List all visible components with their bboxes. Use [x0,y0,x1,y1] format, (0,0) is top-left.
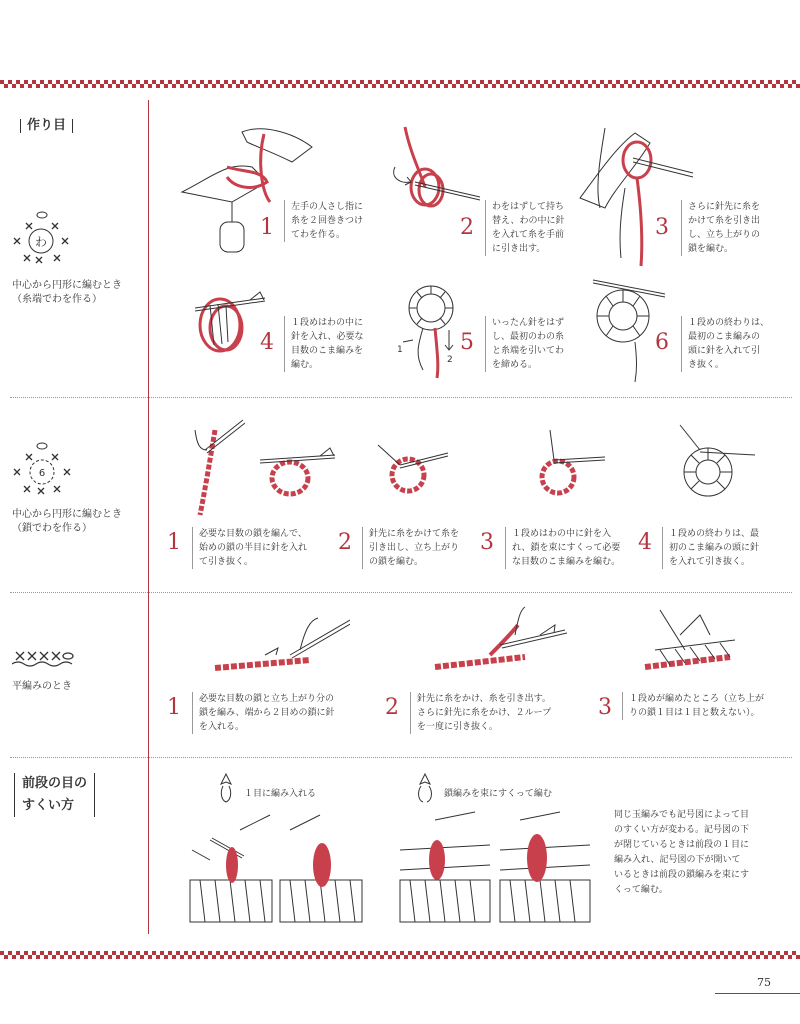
chain-step-3-illustration [520,425,610,505]
section-divider [10,592,792,593]
note-text: 同じ玉編みでも記号図によって目 のすくい方が変わる。記号図の下 が閉じているときは前段の１目に 編み入れ、記号図の下が開いて いるときは前段の鎖編みを束にす くって編む。 [614,810,750,895]
side-label-flat: 平編みのとき [12,681,72,692]
chain-step-4-illustration [670,420,760,510]
single-stitch-illustration [180,810,370,930]
step-6-illustration [585,270,670,385]
step-text: 針先に糸をかけて糸を 引き出し、立ち上がり の鎖を編む。 [362,527,459,569]
chain-step-1b-illustration [250,430,340,510]
section-title-line: すくい方 [22,798,75,813]
label-bundle-stitch: 鎖編みを束にすくって編む [444,789,552,799]
section-title-text: 作り目 [27,118,67,133]
step-text: １段めの終わりは、最 初のこま編みの頭に針 を入れて引き抜く。 [662,527,759,569]
step-text: 左手の人さし指に 糸を２回巻きつけ てわを作る。 [284,200,363,242]
step-3-illustration [575,118,695,268]
step-number: 1 [167,530,181,555]
page-number-rule [715,993,800,994]
step-text: １段めはわの中に 針を入れ、必要な 目数のこま編みを 編む。 [284,316,364,372]
side-label-ring: 中心から円形に編むとき （糸端でわを作る） [12,280,122,305]
section-title [14,114,79,133]
label-single-stitch: １目に編み入れる [244,789,317,799]
step-number: 2 [385,695,399,720]
step-number: 1 [260,215,274,240]
step-number: 2 [338,530,352,555]
section-title-line: 前段の目の [22,776,88,791]
flat-step-1-illustration [210,610,350,680]
column-divider [148,100,149,934]
step-number: 4 [638,530,652,555]
flat-step-3-illustration [640,605,790,680]
step-text: 必要な目数の鎖を編んで、 始めの鎖の半目に針を入れ て引き抜く。 [192,527,307,569]
bottom-border-pattern [0,951,800,959]
step-text: １段めの終わりは、 最初のこま編みの 頭に針を入れて引 き抜く。 [681,316,769,372]
section-title [14,773,95,817]
ring-symbol-label: わ [34,235,48,249]
step-5-illustration [393,270,468,380]
section-divider [10,757,792,758]
step-text: わをはずして持ち 替え、わの中に針 を入れて糸を手前 に引き出す。 [485,200,565,256]
arrow-label: 2 [447,355,453,365]
bundle-stitch-symbol [414,772,436,804]
step-number: 3 [598,695,612,720]
step-number: 5 [460,330,474,355]
side-label-chain-ring: 中心から円形に編むとき （鎖でわを作る） [12,509,122,534]
step-4-illustration [180,280,270,370]
section-divider [10,397,792,398]
step-text: 必要な目数の鎖と立ち上がり分の 鎖を編み、端から２目めの鎖に針 を入れる。 [192,692,335,734]
step-number: 6 [655,330,669,355]
step-text: さらに針先に糸を かけて糸を引き出 し、立ち上がりの 鎖を編む。 [681,200,760,256]
step-number: 3 [480,530,494,555]
chain-ring-symbol-label: 6 [38,468,46,479]
step-number: 2 [460,215,474,240]
flat-row-symbol-diagram [12,648,77,668]
chain-step-2-illustration [370,425,450,505]
ring-symbol-diagram [12,205,72,270]
top-border-pattern [0,80,800,88]
step-text: 針先に糸をかけ、糸を引き出す。 さらに針先に糸をかけ、２ループ を一度に引き抜く。 [410,692,551,734]
chain-step-1-illustration [185,410,245,520]
step-text: いったん針をはず し、最初のわの糸 と糸端を引いてわ を締める。 [485,316,564,372]
step-text: １段めが編めたところ（立ち上が りの鎖１目は１目と数えない）。 [622,692,764,720]
flat-step-2-illustration [430,605,570,680]
step-number: 3 [655,215,669,240]
single-stitch-symbol [218,772,234,804]
arrow-label: 1 [397,345,403,355]
step-number: 1 [167,695,181,720]
step-number: 4 [260,330,274,355]
bundle-stitch-illustration [395,810,595,930]
chain-ring-symbol-diagram [12,440,72,500]
page-number: 75 [757,976,771,989]
step-text: １段めはわの中に針を入 れ、鎖を束にすくって必要 な目数のこま編みを編む。 [505,527,620,569]
